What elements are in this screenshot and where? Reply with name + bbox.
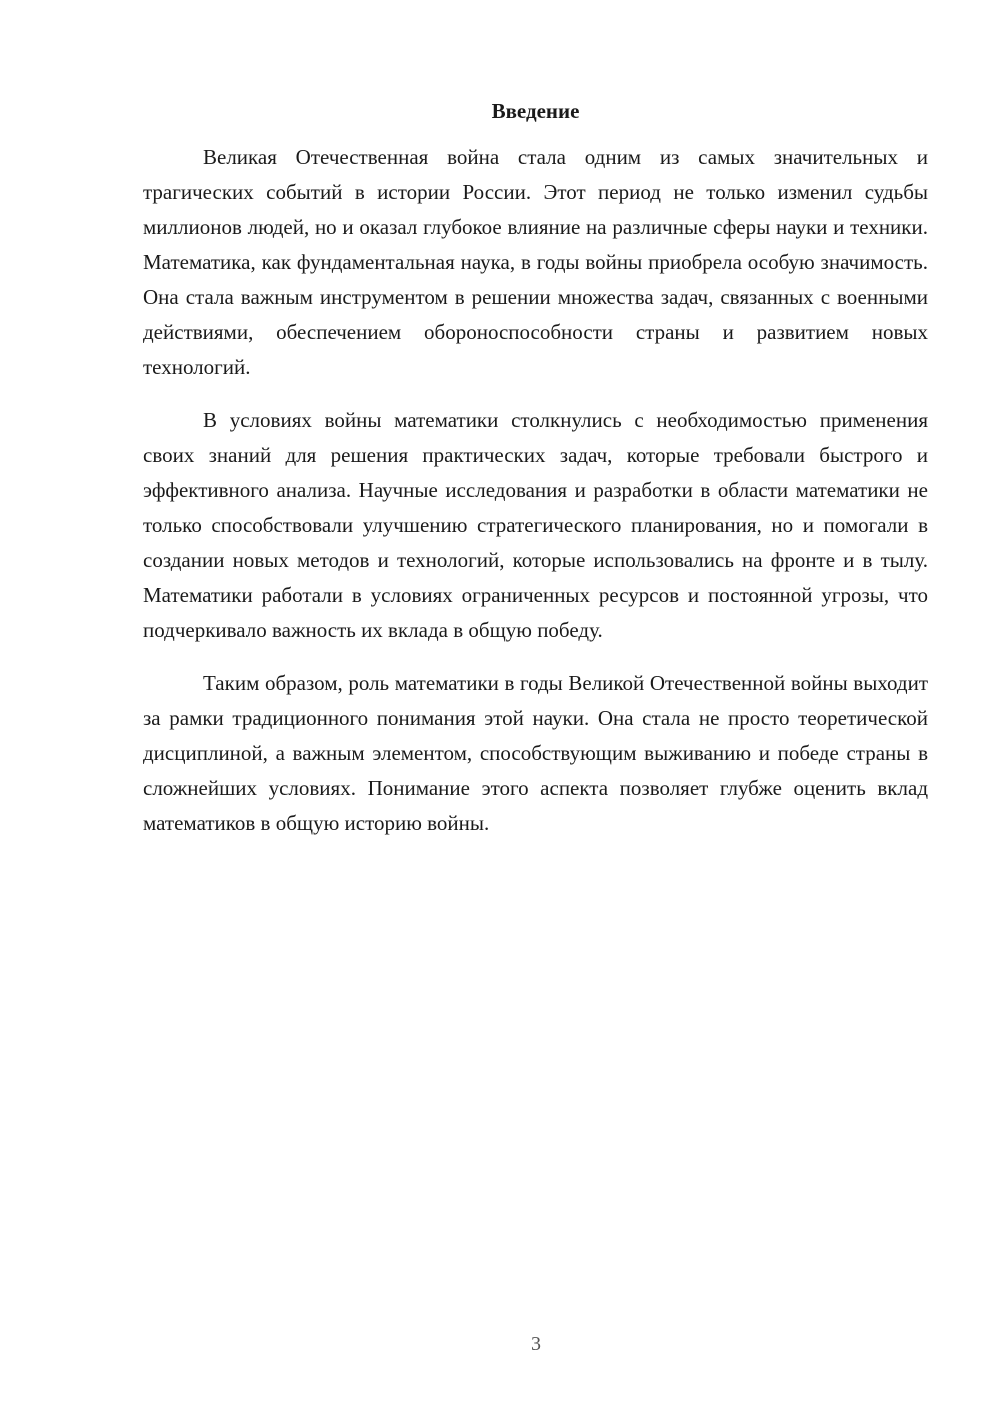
page-number: 3 [531, 1333, 541, 1355]
paragraph-1: Великая Отечественная война стала одним из самых значительных и трагических событий в истории России. Этот период не только изменил судьбы миллионов людей, но и оказал глубокое влияние на различные сферы науки и техники. Математика, как фундаментальная наука, в годы войны приобрела особую значимость. Она стала важным инструментом в решении множества задач, связанных с военными действиями, обеспечением обороноспособности страны и развитием новых технологий. [143, 145, 928, 379]
paragraph-2: В условиях войны математики столкнулись с необходимостью применения своих знаний для решения практических задач, которые требовали быстрого и эффективного анализа. Научные исследования и разработки в области математики не только способствовали улучшению стратегического планирования, но и помогали в создании новых методов и технологий, которые использовались на фронте и в тылу. Математики работали в условиях ограниченных ресурсов и постоянной угрозы, что подчеркивало важность их вклада в общую победу. [143, 408, 928, 642]
page-title: Введение [491, 99, 580, 123]
page-content [143, 96, 928, 859]
paragraph-3: Таким образом, роль математики в годы Великой Отечественной войны выходит за рамки традиционного понимания этой науки. Она стала не просто теоретической дисциплиной, а важным элементом, способствующим выживанию и победе страны в сложнейших условиях. Понимание этого аспекта позволяет глубже оценить вклад математиков в общую историю войны. [143, 671, 928, 835]
